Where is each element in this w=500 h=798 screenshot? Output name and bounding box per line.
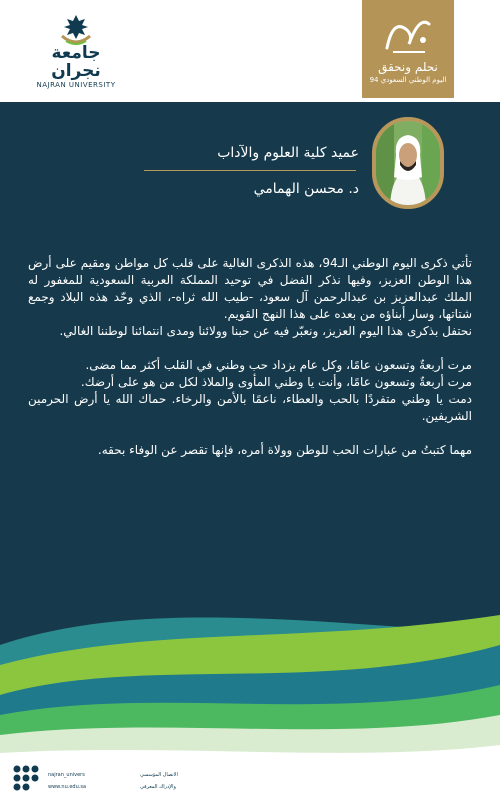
message-paragraph: دمت يا وطني متفردًا بالحب والعطاء، ناعمًا بالأمن والرخاء. حماك الله يا أرض الحرمين الشريفين.: [28, 392, 472, 423]
dean-name: د. محسن الهمامي: [253, 181, 359, 197]
footer-website: www.nu.edu.sa: [48, 784, 87, 790]
national-day-subtitle: اليوم الوطني السعودي 94: [369, 76, 447, 84]
message-paragraph: مهما كتبتُ من عبارات الحب للوطن وولاة أمره، فإنها تقصر عن الوفاء بحقه.: [97, 443, 472, 457]
message-paragraph: تأتي ذكرى اليوم الوطني الـ94، هذه الذكرى الغالية على قلب كل مواطن ومقيم على أرض هذا الوطن العزيز، وفيها نذكر الفضل في توحيد المملكة العربية السعودية للمغفور له الملك عبدالعزيز بن عبدالرحمن آل سعود، -طيب الله ثراه-، الذي وحّد هذه البلاد وجمع شتاتها، وسار أبناؤه من بعده على هذا النهج القويم.: [28, 256, 472, 321]
footer-unit-line2: والإدراك المعرفي: [140, 784, 176, 790]
social-media-icons: [12, 764, 42, 792]
dean-title: عميد كلية العلوم والآداب: [217, 145, 359, 161]
university-logo: [28, 14, 124, 89]
message-paragraph: نحتفل بذكرى هذا اليوم العزيز، ونعبّر فيه عن حبنا وولائنا ومدى انتمائنا لوطننا الغالي.: [59, 324, 472, 338]
university-emblem-icon: [56, 14, 96, 46]
title-divider: [144, 170, 356, 171]
message-paragraph: مرت أربعةٌ وتسعون عامًا، وأنت يا وطني المأوى والملاذ لكل من هو على أرضك.: [80, 375, 472, 389]
header-bar: [0, 0, 500, 102]
message-body: [28, 255, 472, 459]
dean-portrait: [372, 117, 444, 209]
national-day-emblem-icon: [379, 10, 437, 56]
university-name-ar: جامعة نجران: [51, 43, 101, 81]
message-paragraph: مرت أربعةٌ وتسعون عامًا، وكل عام يزداد حب وطني في القلب أكثر مما مضى.: [85, 358, 472, 372]
footer-unit-line1: الاتصال المؤسسي: [140, 772, 178, 778]
footer-handle: najran_univers: [48, 772, 85, 778]
person-photo: [376, 121, 440, 205]
national-day-slogan: نحلم ونحقق: [378, 60, 438, 74]
footer: [0, 758, 500, 798]
national-day-badge: [362, 0, 454, 98]
university-name-en: NAJRAN UNIVERSITY: [36, 81, 116, 89]
